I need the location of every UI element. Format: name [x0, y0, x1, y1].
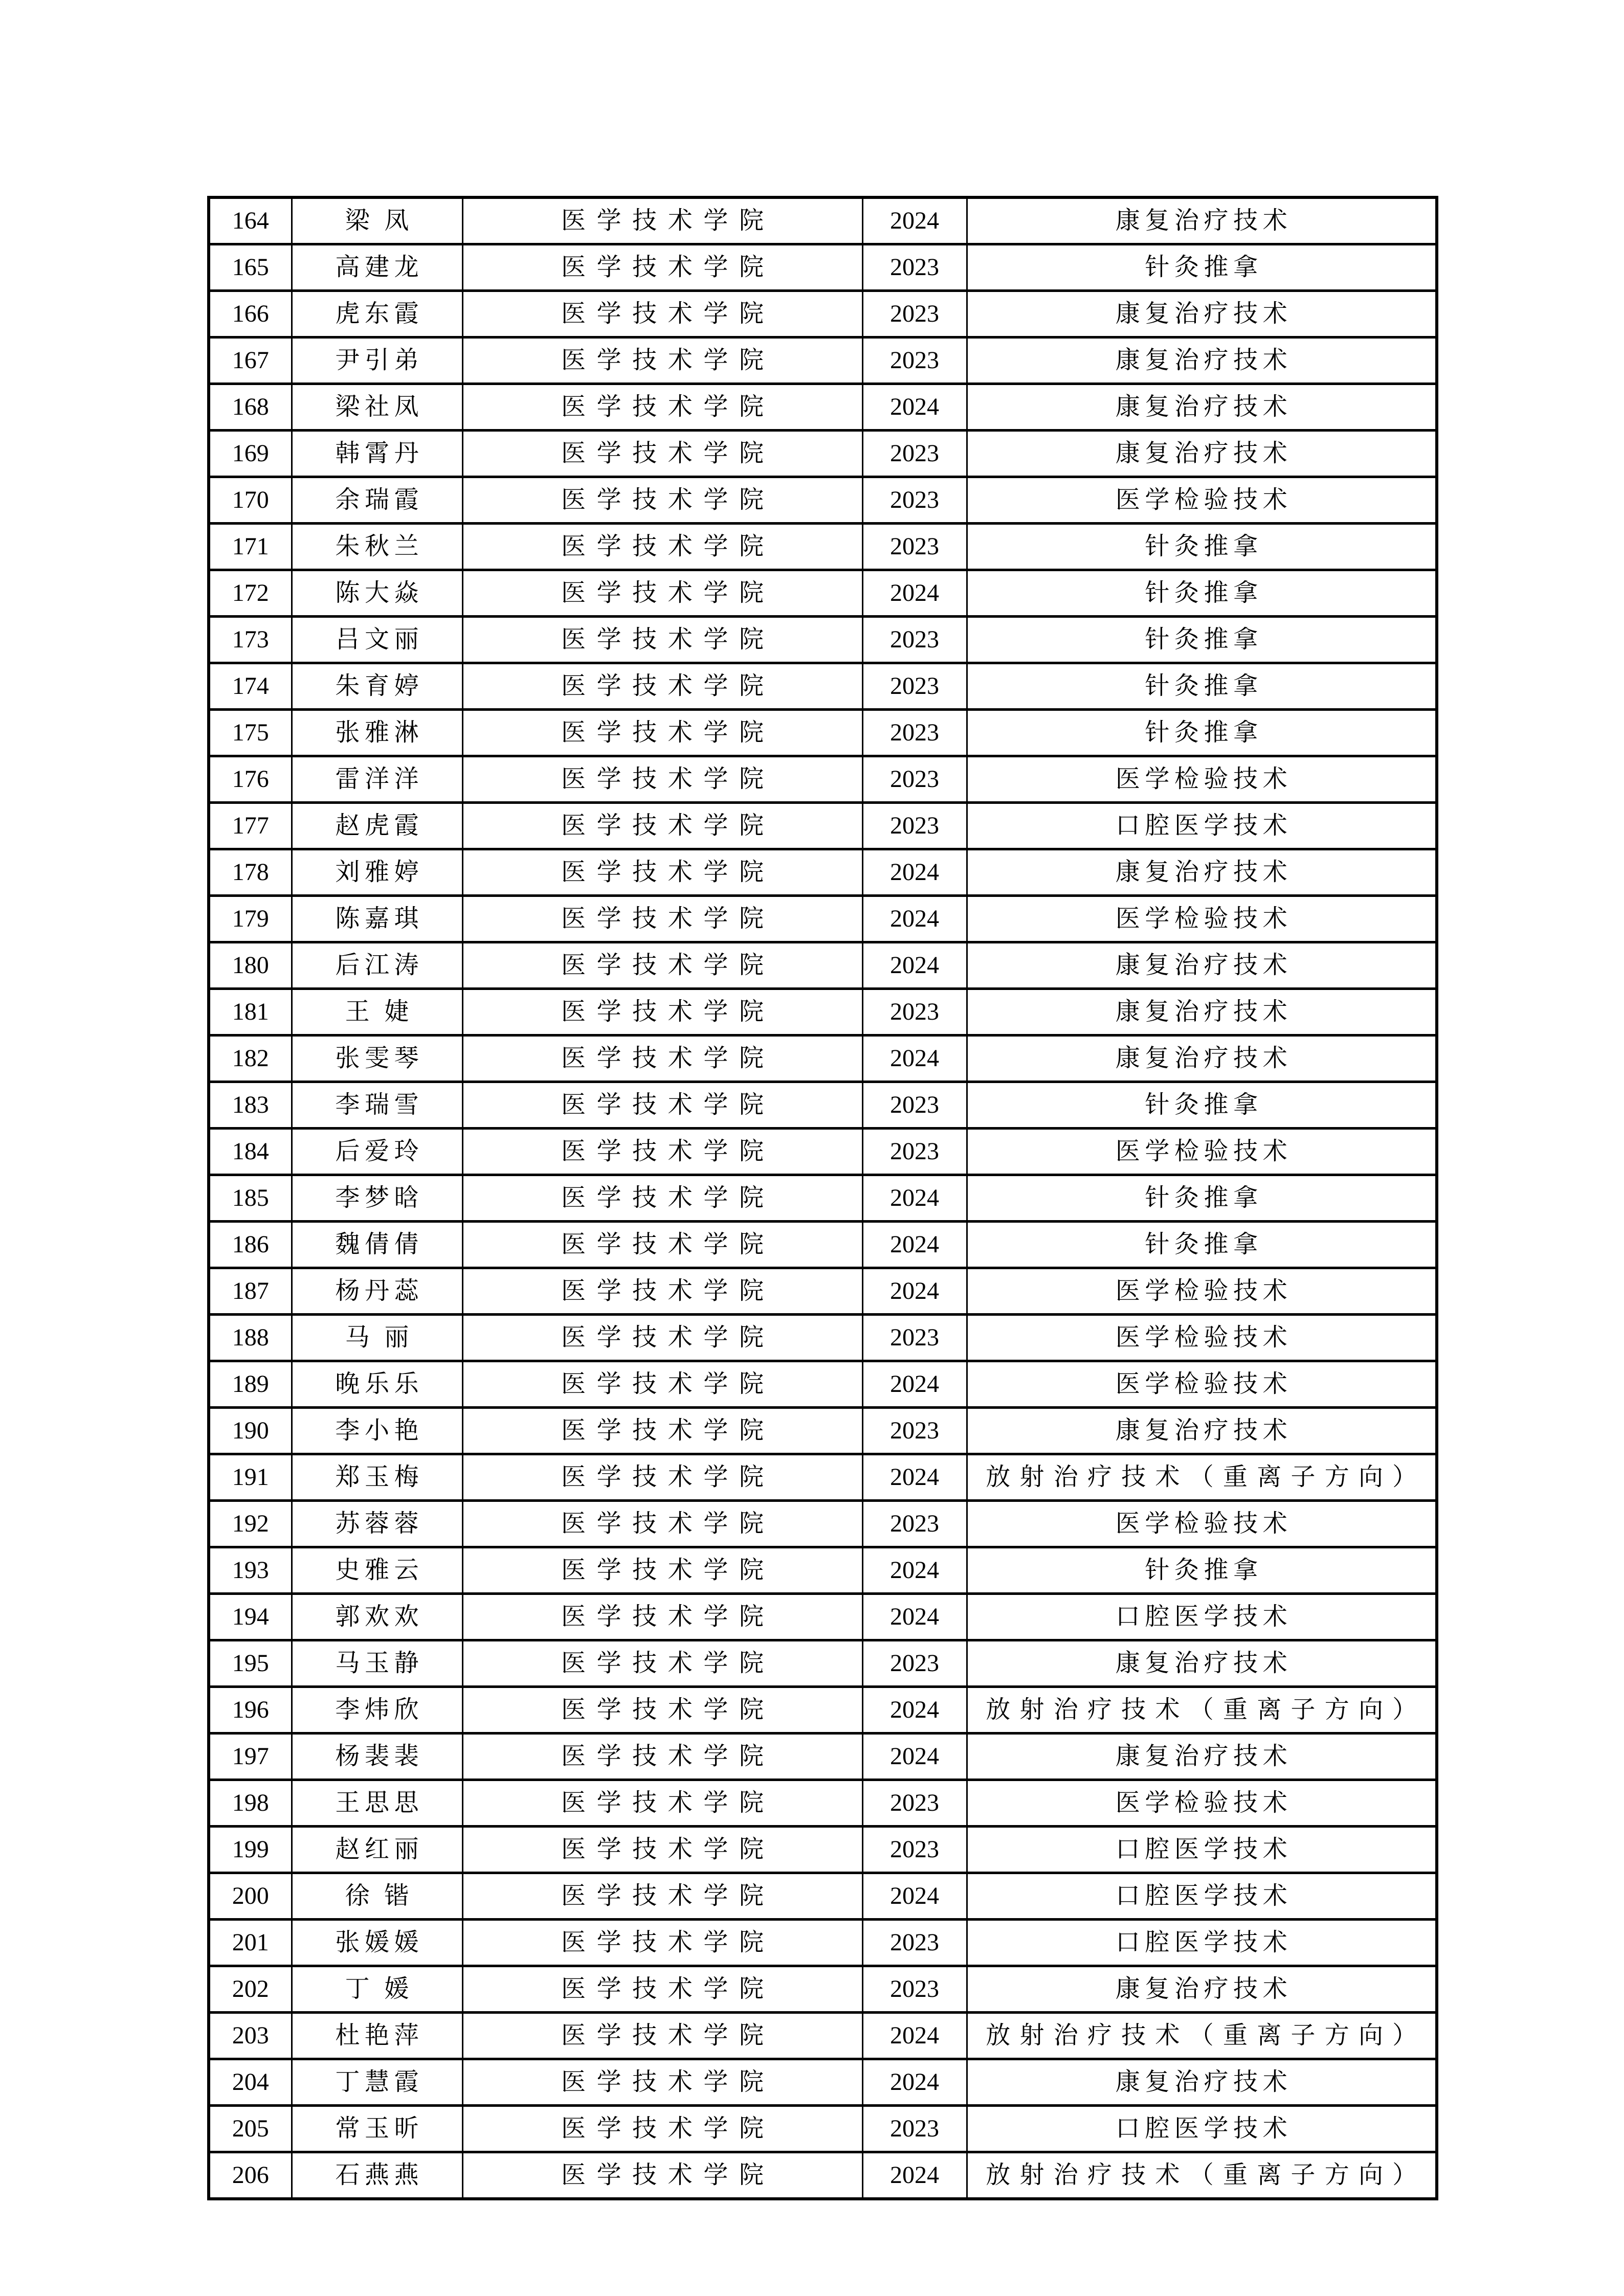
table-row — [209, 1454, 1437, 1501]
cell-year: 2023 — [862, 663, 967, 710]
table-row — [209, 1687, 1437, 1734]
cell-major: 口腔医学技术 — [967, 2106, 1437, 2152]
table-row — [209, 2106, 1437, 2152]
cell-year: 2023 — [862, 1780, 967, 1827]
cell-index: 175 — [209, 710, 292, 756]
table-row — [209, 1594, 1437, 1640]
cell-year: 2024 — [862, 849, 967, 896]
cell-index: 199 — [209, 1827, 292, 1873]
cell-major: 康复治疗技术 — [967, 337, 1437, 384]
cell-name: 徐锴 — [292, 1873, 462, 1920]
cell-name: 郭欢欢 — [292, 1594, 462, 1640]
cell-name: 张雯琴 — [292, 1036, 462, 1082]
table-row — [209, 1547, 1437, 1594]
table-row — [209, 803, 1437, 849]
cell-college: 医学技术学院 — [462, 384, 862, 431]
cell-index: 167 — [209, 337, 292, 384]
table-row — [209, 570, 1437, 617]
cell-index: 178 — [209, 849, 292, 896]
cell-year: 2023 — [862, 337, 967, 384]
cell-index: 191 — [209, 1454, 292, 1501]
table-row — [209, 384, 1437, 431]
table-row — [209, 756, 1437, 803]
table-row — [209, 524, 1437, 570]
cell-college: 医学技术学院 — [462, 756, 862, 803]
table-row — [209, 1501, 1437, 1547]
table-row — [209, 2013, 1437, 2059]
cell-name: 朱育婷 — [292, 663, 462, 710]
table-row — [209, 942, 1437, 989]
cell-college: 医学技术学院 — [462, 2013, 862, 2059]
cell-year: 2023 — [862, 710, 967, 756]
cell-name: 朱秋兰 — [292, 524, 462, 570]
table-row — [209, 1920, 1437, 1966]
cell-name: 后爱玲 — [292, 1129, 462, 1175]
table-row — [209, 1082, 1437, 1129]
cell-major: 康复治疗技术 — [967, 431, 1437, 477]
cell-index: 200 — [209, 1873, 292, 1920]
table-row — [209, 617, 1437, 663]
cell-major: 口腔医学技术 — [967, 803, 1437, 849]
table-row — [209, 1268, 1437, 1315]
cell-index: 169 — [209, 431, 292, 477]
cell-college: 医学技术学院 — [462, 477, 862, 524]
cell-index: 202 — [209, 1966, 292, 2013]
cell-college: 医学技术学院 — [462, 849, 862, 896]
cell-college: 医学技术学院 — [462, 1873, 862, 1920]
cell-year: 2024 — [862, 1036, 967, 1082]
table-row — [209, 1036, 1437, 1082]
cell-index: 180 — [209, 942, 292, 989]
cell-major: 康复治疗技术 — [967, 1966, 1437, 2013]
cell-college: 医学技术学院 — [462, 570, 862, 617]
cell-name: 赵红丽 — [292, 1827, 462, 1873]
cell-major: 康复治疗技术 — [967, 1640, 1437, 1687]
cell-college: 医学技术学院 — [462, 803, 862, 849]
table-row — [209, 1175, 1437, 1222]
cell-college: 医学技术学院 — [462, 1129, 862, 1175]
cell-name: 张雅淋 — [292, 710, 462, 756]
table-row — [209, 1361, 1437, 1408]
cell-major: 康复治疗技术 — [967, 197, 1437, 244]
cell-index: 193 — [209, 1547, 292, 1594]
cell-major: 口腔医学技术 — [967, 1594, 1437, 1640]
cell-major: 康复治疗技术 — [967, 1036, 1437, 1082]
cell-index: 181 — [209, 989, 292, 1036]
cell-major: 康复治疗技术 — [967, 291, 1437, 337]
table-row — [209, 337, 1437, 384]
cell-major: 放射治疗技术（重离子方向） — [967, 1454, 1437, 1501]
table-row — [209, 1780, 1437, 1827]
table-row — [209, 1640, 1437, 1687]
cell-college: 医学技术学院 — [462, 1361, 862, 1408]
cell-name: 韩霄丹 — [292, 431, 462, 477]
cell-major: 医学检验技术 — [967, 1501, 1437, 1547]
cell-year: 2023 — [862, 1920, 967, 1966]
cell-name: 雷洋洋 — [292, 756, 462, 803]
cell-major: 口腔医学技术 — [967, 1827, 1437, 1873]
cell-year: 2023 — [862, 1827, 967, 1873]
cell-index: 172 — [209, 570, 292, 617]
table-row — [209, 710, 1437, 756]
cell-college: 医学技术学院 — [462, 1501, 862, 1547]
cell-name: 晚乐乐 — [292, 1361, 462, 1408]
cell-name: 王思思 — [292, 1780, 462, 1827]
cell-college: 医学技术学院 — [462, 2152, 862, 2199]
cell-major: 口腔医学技术 — [967, 1920, 1437, 1966]
cell-index: 201 — [209, 1920, 292, 1966]
cell-college: 医学技术学院 — [462, 244, 862, 291]
cell-name: 杜艳萍 — [292, 2013, 462, 2059]
cell-index: 188 — [209, 1315, 292, 1361]
cell-index: 192 — [209, 1501, 292, 1547]
cell-college: 医学技术学院 — [462, 1036, 862, 1082]
table-row — [209, 2152, 1437, 2199]
cell-major: 康复治疗技术 — [967, 849, 1437, 896]
cell-year: 2023 — [862, 2106, 967, 2152]
cell-name: 李小艳 — [292, 1408, 462, 1454]
cell-college: 医学技术学院 — [462, 1594, 862, 1640]
cell-year: 2023 — [862, 756, 967, 803]
table-row — [209, 431, 1437, 477]
cell-major: 康复治疗技术 — [967, 1734, 1437, 1780]
cell-year: 2023 — [862, 1501, 967, 1547]
cell-college: 医学技术学院 — [462, 291, 862, 337]
cell-college: 医学技术学院 — [462, 337, 862, 384]
cell-name: 王婕 — [292, 989, 462, 1036]
table-row — [209, 197, 1437, 244]
cell-name: 梁社凤 — [292, 384, 462, 431]
cell-year: 2024 — [862, 2059, 967, 2106]
cell-year: 2023 — [862, 1640, 967, 1687]
cell-index: 182 — [209, 1036, 292, 1082]
cell-year: 2024 — [862, 1734, 967, 1780]
cell-college: 医学技术学院 — [462, 1966, 862, 2013]
cell-index: 197 — [209, 1734, 292, 1780]
table-row — [209, 244, 1437, 291]
cell-college: 医学技术学院 — [462, 1780, 862, 1827]
cell-year: 2024 — [862, 1873, 967, 1920]
cell-major: 康复治疗技术 — [967, 989, 1437, 1036]
cell-major: 针灸推拿 — [967, 244, 1437, 291]
cell-year: 2024 — [862, 570, 967, 617]
cell-college: 医学技术学院 — [462, 2059, 862, 2106]
cell-major: 放射治疗技术（重离子方向） — [967, 2013, 1437, 2059]
cell-index: 164 — [209, 197, 292, 244]
cell-college: 医学技术学院 — [462, 896, 862, 942]
cell-year: 2024 — [862, 384, 967, 431]
cell-year: 2024 — [862, 2013, 967, 2059]
cell-year: 2023 — [862, 617, 967, 663]
cell-year: 2023 — [862, 1408, 967, 1454]
cell-index: 170 — [209, 477, 292, 524]
cell-index: 196 — [209, 1687, 292, 1734]
cell-index: 189 — [209, 1361, 292, 1408]
cell-college: 医学技术学院 — [462, 1734, 862, 1780]
table-row — [209, 477, 1437, 524]
cell-year: 2023 — [862, 803, 967, 849]
cell-index: 171 — [209, 524, 292, 570]
cell-college: 医学技术学院 — [462, 1408, 862, 1454]
cell-major: 医学检验技术 — [967, 1780, 1437, 1827]
cell-year: 2023 — [862, 431, 967, 477]
table-row — [209, 1966, 1437, 2013]
table-row — [209, 1873, 1437, 1920]
cell-year: 2024 — [862, 2152, 967, 2199]
cell-name: 丁媛 — [292, 1966, 462, 2013]
cell-college: 医学技术学院 — [462, 431, 862, 477]
cell-year: 2024 — [862, 1594, 967, 1640]
cell-name: 陈嘉琪 — [292, 896, 462, 942]
cell-name: 杨丹蕊 — [292, 1268, 462, 1315]
cell-major: 针灸推拿 — [967, 663, 1437, 710]
cell-college: 医学技术学院 — [462, 989, 862, 1036]
cell-major: 康复治疗技术 — [967, 384, 1437, 431]
cell-year: 2023 — [862, 291, 967, 337]
cell-name: 李炜欣 — [292, 1687, 462, 1734]
cell-name: 刘雅婷 — [292, 849, 462, 896]
cell-major: 医学检验技术 — [967, 477, 1437, 524]
cell-name: 李梦晗 — [292, 1175, 462, 1222]
cell-index: 194 — [209, 1594, 292, 1640]
cell-college: 医学技术学院 — [462, 1082, 862, 1129]
cell-year: 2024 — [862, 896, 967, 942]
cell-major: 针灸推拿 — [967, 570, 1437, 617]
cell-name: 丁慧霞 — [292, 2059, 462, 2106]
cell-name: 马玉静 — [292, 1640, 462, 1687]
cell-name: 余瑞霞 — [292, 477, 462, 524]
table-row — [209, 1129, 1437, 1175]
cell-major: 医学检验技术 — [967, 1268, 1437, 1315]
cell-year: 2024 — [862, 1361, 967, 1408]
cell-college: 医学技术学院 — [462, 2106, 862, 2152]
cell-year: 2024 — [862, 1687, 967, 1734]
cell-college: 医学技术学院 — [462, 617, 862, 663]
cell-college: 医学技术学院 — [462, 1315, 862, 1361]
cell-year: 2023 — [862, 989, 967, 1036]
cell-major: 口腔医学技术 — [967, 1873, 1437, 1920]
cell-name: 苏蓉蓉 — [292, 1501, 462, 1547]
table-row — [209, 2059, 1437, 2106]
cell-index: 190 — [209, 1408, 292, 1454]
cell-index: 165 — [209, 244, 292, 291]
cell-college: 医学技术学院 — [462, 1454, 862, 1501]
cell-major: 康复治疗技术 — [967, 2059, 1437, 2106]
cell-year: 2023 — [862, 244, 967, 291]
cell-name: 吕文丽 — [292, 617, 462, 663]
cell-year: 2024 — [862, 197, 967, 244]
cell-index: 166 — [209, 291, 292, 337]
cell-name: 虎东霞 — [292, 291, 462, 337]
cell-year: 2023 — [862, 1082, 967, 1129]
table-row — [209, 1827, 1437, 1873]
table-row — [209, 291, 1437, 337]
cell-college: 医学技术学院 — [462, 710, 862, 756]
cell-name: 郑玉梅 — [292, 1454, 462, 1501]
cell-college: 医学技术学院 — [462, 1547, 862, 1594]
cell-name: 赵虎霞 — [292, 803, 462, 849]
cell-index: 184 — [209, 1129, 292, 1175]
cell-year: 2024 — [862, 942, 967, 989]
cell-major: 康复治疗技术 — [967, 1408, 1437, 1454]
cell-college: 医学技术学院 — [462, 524, 862, 570]
cell-major: 医学检验技术 — [967, 896, 1437, 942]
table-row — [209, 1408, 1437, 1454]
cell-name: 高建龙 — [292, 244, 462, 291]
cell-major: 针灸推拿 — [967, 1547, 1437, 1594]
cell-major: 针灸推拿 — [967, 1175, 1437, 1222]
cell-year: 2023 — [862, 1129, 967, 1175]
cell-year: 2024 — [862, 1222, 967, 1268]
cell-name: 常玉昕 — [292, 2106, 462, 2152]
cell-college: 医学技术学院 — [462, 663, 862, 710]
cell-name: 陈大焱 — [292, 570, 462, 617]
table-row — [209, 1315, 1437, 1361]
cell-year: 2024 — [862, 1175, 967, 1222]
cell-college: 医学技术学院 — [462, 1920, 862, 1966]
cell-college: 医学技术学院 — [462, 1268, 862, 1315]
cell-year: 2023 — [862, 477, 967, 524]
cell-name: 马丽 — [292, 1315, 462, 1361]
cell-year: 2023 — [862, 1966, 967, 2013]
cell-major: 放射治疗技术（重离子方向） — [967, 1687, 1437, 1734]
cell-name: 李瑞雪 — [292, 1082, 462, 1129]
cell-index: 173 — [209, 617, 292, 663]
cell-index: 187 — [209, 1268, 292, 1315]
cell-college: 医学技术学院 — [462, 1175, 862, 1222]
cell-index: 204 — [209, 2059, 292, 2106]
student-roster-table — [207, 196, 1438, 2200]
cell-year: 2024 — [862, 1268, 967, 1315]
cell-major: 医学检验技术 — [967, 756, 1437, 803]
cell-name: 后江涛 — [292, 942, 462, 989]
table-row — [209, 663, 1437, 710]
table-row — [209, 1734, 1437, 1780]
cell-college: 医学技术学院 — [462, 197, 862, 244]
cell-college: 医学技术学院 — [462, 1827, 862, 1873]
table-body — [209, 197, 1437, 2199]
cell-year: 2023 — [862, 1315, 967, 1361]
cell-index: 168 — [209, 384, 292, 431]
cell-year: 2024 — [862, 1454, 967, 1501]
cell-index: 186 — [209, 1222, 292, 1268]
table-row — [209, 896, 1437, 942]
cell-index: 177 — [209, 803, 292, 849]
cell-major: 针灸推拿 — [967, 1222, 1437, 1268]
cell-college: 医学技术学院 — [462, 1222, 862, 1268]
table-row — [209, 1222, 1437, 1268]
cell-name: 梁凤 — [292, 197, 462, 244]
cell-index: 185 — [209, 1175, 292, 1222]
cell-index: 203 — [209, 2013, 292, 2059]
cell-index: 205 — [209, 2106, 292, 2152]
cell-name: 史雅云 — [292, 1547, 462, 1594]
cell-index: 183 — [209, 1082, 292, 1129]
cell-name: 魏倩倩 — [292, 1222, 462, 1268]
cell-name: 杨裴裴 — [292, 1734, 462, 1780]
cell-college: 医学技术学院 — [462, 942, 862, 989]
cell-name: 尹引弟 — [292, 337, 462, 384]
cell-index: 174 — [209, 663, 292, 710]
cell-index: 179 — [209, 896, 292, 942]
cell-index: 176 — [209, 756, 292, 803]
cell-college: 医学技术学院 — [462, 1640, 862, 1687]
table-row — [209, 849, 1437, 896]
cell-major: 针灸推拿 — [967, 710, 1437, 756]
table-row — [209, 989, 1437, 1036]
cell-major: 针灸推拿 — [967, 524, 1437, 570]
cell-major: 医学检验技术 — [967, 1361, 1437, 1408]
cell-year: 2023 — [862, 524, 967, 570]
cell-name: 石燕燕 — [292, 2152, 462, 2199]
cell-year: 2024 — [862, 1547, 967, 1594]
cell-major: 放射治疗技术（重离子方向） — [967, 2152, 1437, 2199]
cell-major: 针灸推拿 — [967, 617, 1437, 663]
cell-index: 195 — [209, 1640, 292, 1687]
cell-college: 医学技术学院 — [462, 1687, 862, 1734]
cell-name: 张媛媛 — [292, 1920, 462, 1966]
cell-major: 康复治疗技术 — [967, 942, 1437, 989]
cell-major: 医学检验技术 — [967, 1129, 1437, 1175]
cell-major: 医学检验技术 — [967, 1315, 1437, 1361]
cell-index: 198 — [209, 1780, 292, 1827]
cell-major: 针灸推拿 — [967, 1082, 1437, 1129]
cell-index: 206 — [209, 2152, 292, 2199]
